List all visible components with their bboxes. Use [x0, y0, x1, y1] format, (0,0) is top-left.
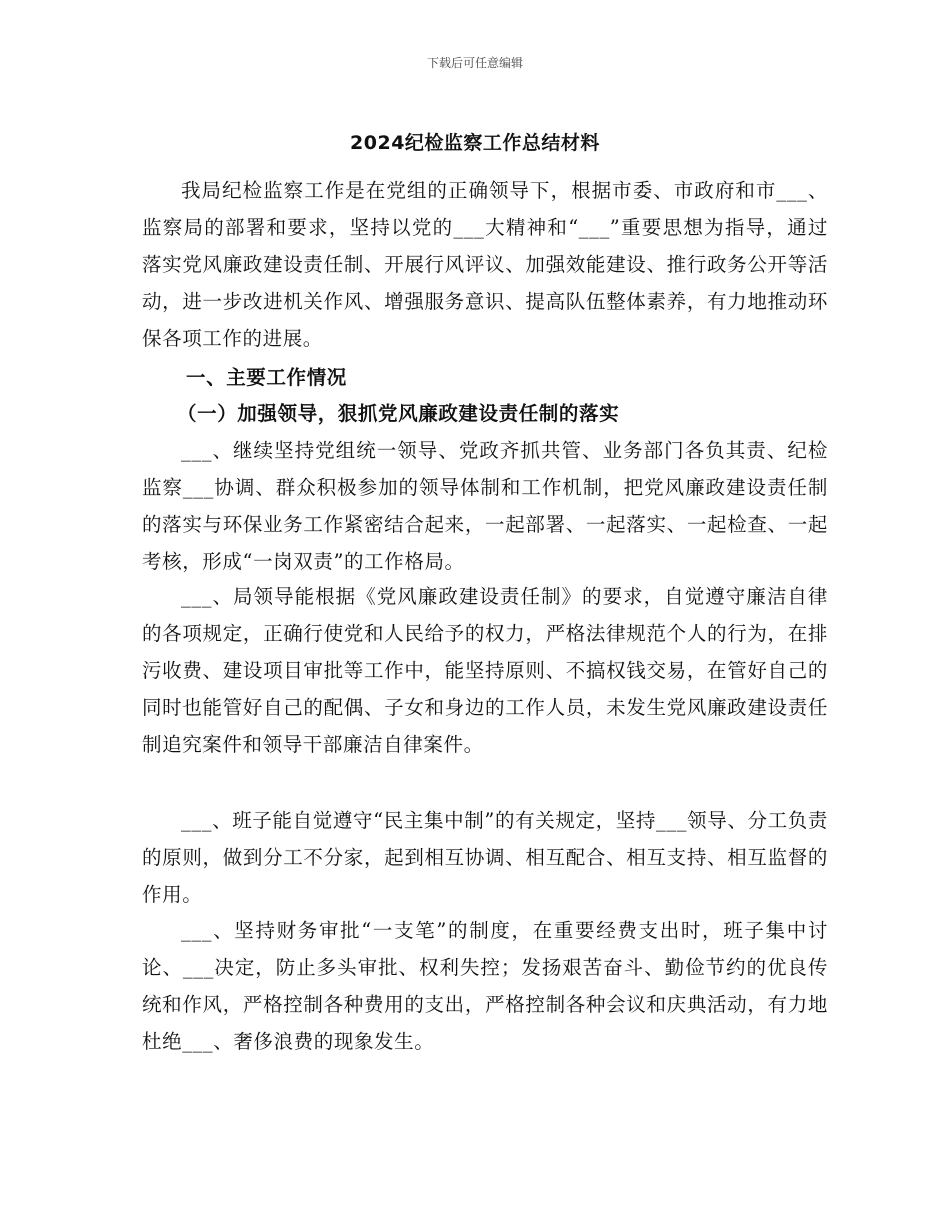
- intro-paragraph: 我局纪检监察工作是在党组的正确领导下，根据市委、市政府和市___、监察局的部署和要求，坚持以党的___大精神和“___”重要思想为指导，通过落实党风廉政建设责任制、开展行风评议、加强效能建设、推行政务公开等活动，进一步改进机关作风、增强服务意识、提高队伍整体素养，有力地推动环保各项工作的进展。: [142, 179, 828, 350]
- document-title: 2024纪检监察工作总结材料: [350, 132, 600, 154]
- body-paragraph: ___、坚持财务审批“一支笔”的制度，在重要经费支出时，班子集中讨论、___决定，防止多头审批、权利失控；发扬艰苦奋斗、勤俭节约的优良传统和作风，严格控制各种费用的支出，严格控制各种会议和庆典活动，有力地杜绝___、奢侈浪费的现象发生。: [142, 919, 828, 1053]
- paragraph-block-2: [142, 578, 828, 763]
- section-heading: 一、主要工作情况: [186, 366, 347, 389]
- body-paragraph: ___、局领导能根据《党风廉政建设责任制》的要求，自觉遵守廉洁自律的各项规定，正确行使党和人民给予的权力，严格法律规范个人的行为，在排污收费、建设项目审批等工作中，能坚持原则、不搞权钱交易，在管好自己的同时也能管好自己的配偶、子女和身边的工作人员，未发生党风廉政建设责任制追究案件和领导干部廉洁自律案件。: [142, 585, 828, 756]
- body-paragraph: ___、继续坚持党组统一领导、党政齐抓共管、业务部门各负其责、纪检监察___协调、群众积极参加的领导体制和工作机制，把党风廉政建设责任制的落实与环保业务工作紧密结合起来，一起部署、一起落实、一起检查、一起考核，形成“一岗双责”的工作格局。: [142, 439, 828, 573]
- intro-block: [142, 172, 828, 357]
- paragraph-block-4: [142, 912, 828, 1060]
- paragraph-block-1: [142, 432, 828, 580]
- body-paragraph: ___、班子能自觉遵守“民主集中制”的有关规定，坚持___领导、分工负责的原则，做到分工不分家，起到相互协调、相互配合、相互支持、相互监督的作用。: [142, 809, 828, 906]
- subsection-heading: （一）加强领导，狠抓党风廉政建设责任制的落实: [177, 402, 620, 425]
- page-header-note: 下载后可任意编辑: [426, 56, 523, 70]
- paragraph-block-3: [142, 802, 828, 913]
